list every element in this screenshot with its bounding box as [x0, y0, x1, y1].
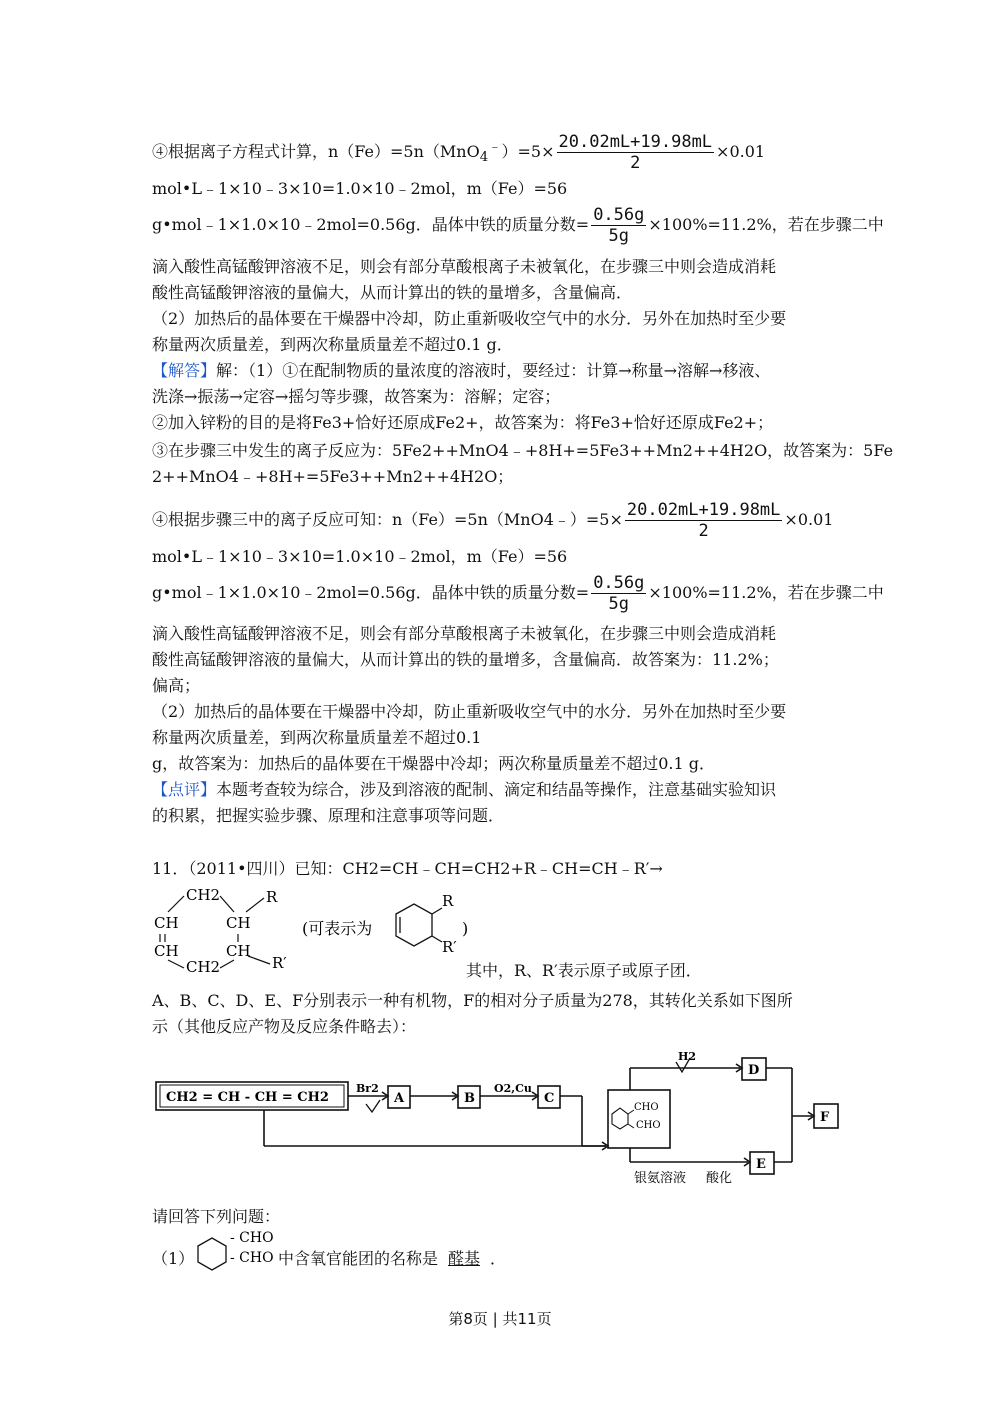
- superscript: ﹣: [488, 139, 502, 155]
- dialdehyde-box: [608, 1090, 670, 1148]
- answer-line8: [152, 573, 884, 614]
- para1-line1: [152, 132, 765, 173]
- cho-label-1: CHO: [634, 1102, 659, 1113]
- br2-label: Br2: [356, 1082, 379, 1095]
- page-footer: 第8页 | 共11页: [448, 1310, 552, 1328]
- para1-line6: （2）加热后的晶体要在干燥器中冷却，防止重新吸收空气中的水分．另外在加热时至少要: [152, 309, 787, 328]
- q11-desc-line1: A、B、C、D、E、F分别表示一种有机物，F的相对分子质量为278，其转化关系如下图所: [152, 991, 793, 1010]
- cyclohexene-structure-diagram: [148, 880, 478, 980]
- r-label: R: [266, 888, 278, 906]
- answer-line5: 2++MnO4﹣+8H+=5Fe3++Mn2++4H2O；: [152, 467, 514, 486]
- box-a-label: A: [394, 1091, 405, 1106]
- comment-tag: 【点评】: [152, 780, 217, 799]
- fraction-numerator: 0.56g: [593, 573, 645, 593]
- fraction: [625, 500, 783, 541]
- answer-line1: [152, 360, 770, 382]
- text: ×0.01: [784, 510, 834, 529]
- fraction-numerator: 20.02mL+19.98mL: [626, 500, 781, 520]
- fraction: [591, 205, 646, 246]
- comment-line1: [152, 779, 776, 801]
- text: ×0.01: [716, 142, 766, 161]
- answer-line10: 酸性高锰酸钾溶液的量偏大，从而计算出的铁的量增多，含量偏高．故答案为：11.2%；: [152, 650, 779, 669]
- fraction-denominator: 5g: [608, 226, 630, 246]
- h2-label: H2: [678, 1050, 697, 1063]
- box-f-label: F: [820, 1110, 830, 1125]
- ch2-top-label: CH2: [186, 886, 221, 904]
- fraction-numerator: 20.02mL+19.98mL: [558, 132, 713, 152]
- answer-blank: 醛基: [448, 1249, 481, 1268]
- benzene-ring-icon: [198, 1238, 226, 1270]
- box-d-label: D: [748, 1063, 760, 1078]
- ch2-bottom-label: CH2: [186, 958, 221, 976]
- answer-line14: g，故答案为：加热后的晶体要在干燥器中冷却；两次称量质量差不超过0.1 g．: [152, 754, 716, 773]
- para1-line4: 滴入酸性高锰酸钾溶液不足，则会有部分草酸根离子未被氧化，在步骤三中则会造成消耗: [152, 257, 777, 276]
- text: ）=5×: [501, 142, 555, 161]
- start-formula: CH2 = CH - CH = CH2: [166, 1090, 329, 1105]
- answer-line3: ②加入锌粉的目的是将Fe3+恰好还原成Fe2+，故答案为：将Fe3+恰好还原成Fe2+；: [152, 413, 774, 432]
- answer-line12: （2）加热后的晶体要在干燥器中冷却，防止重新吸收空气中的水分．另外在加热时至少要: [152, 702, 787, 721]
- subscript: 4: [479, 150, 489, 166]
- text: g•mol﹣1×1.0×10﹣2mol=0.56g．晶体中铁的质量分数=: [152, 215, 590, 234]
- answer-line13: 称量两次质量差，到两次称量质量差不超过0.1: [152, 728, 482, 747]
- cho-bottom: - CHO: [230, 1250, 274, 1266]
- text: ④根据步骤三中的离子反应可知：n（Fe）=5n（MnO4﹣）=5×: [152, 510, 623, 529]
- cho-label-2: CHO: [636, 1120, 661, 1131]
- ch-left-1: CH: [154, 914, 179, 932]
- text: g•mol﹣1×1.0×10﹣2mol=0.56g．晶体中铁的质量分数=: [152, 583, 590, 602]
- acidify-label: 酸化: [706, 1171, 733, 1186]
- can-be-written-as-label: (可表示为: [302, 919, 373, 938]
- comment-line2: 的积累，把握实验步骤、原理和注意事项等问题．: [152, 806, 505, 825]
- para1-line2: mol•L﹣1×10﹣3×10=1.0×10﹣2mol，m（Fe）=56: [152, 179, 568, 198]
- dialdehyde-structure: [192, 1226, 282, 1276]
- fraction-denominator: 5g: [608, 594, 630, 614]
- answer-line9: 滴入酸性高锰酸钾溶液不足，则会有部分草酸根离子未被氧化，在步骤三中则会造成消耗: [152, 624, 777, 643]
- answer-line2: 洗涤→振荡→定容→摇匀等步骤，故答案为：溶解；定容；: [152, 387, 561, 406]
- text: 本题考查较为综合，涉及到溶液的配制、滴定和结晶等操作，注意基础实验知识: [216, 780, 777, 799]
- ch-right-2: CH: [226, 942, 251, 960]
- reaction-flow-diagram: [150, 1048, 850, 1193]
- q11-heading: 11．（2011•四川）已知：CH2=CH﹣CH=CH2+R﹣CH=CH﹣R′→: [152, 859, 663, 878]
- box-e-label: E: [756, 1157, 766, 1172]
- r-prime-label: R′: [272, 954, 287, 972]
- fraction: [591, 573, 646, 614]
- answer-line11: 偏高；: [152, 676, 201, 695]
- text: ×100%=11.2%，若在步骤二中: [648, 215, 884, 234]
- answer-line6: [152, 500, 833, 541]
- para1-line3: [152, 205, 884, 246]
- benzene-ring-icon: [396, 904, 442, 946]
- box-b-label: B: [464, 1091, 475, 1106]
- q11-desc-line2: 示（其他反应产物及反应条件略去）：: [152, 1017, 417, 1036]
- text: ×100%=11.2%，若在步骤二中: [648, 583, 884, 602]
- answer-line4: ③在步骤三中发生的离子反应为：5Fe2++MnO4﹣+8H+=5Fe3++Mn2++4H2O，故答案为：5Fe: [152, 441, 894, 460]
- ch-right-1: CH: [226, 914, 251, 932]
- fraction-numerator: 0.56g: [593, 205, 645, 225]
- text: 解：（1）①在配制物质的量浓度的溶液时，要经过：计算→称量→溶解→移液、: [216, 361, 771, 380]
- para1-line7: 称量两次质量差，到两次称量质量差不超过0.1 g．: [152, 335, 513, 354]
- q11-part1-number: （1）: [152, 1249, 195, 1268]
- fraction: [557, 132, 715, 173]
- answer-tag: 【解答】: [152, 361, 217, 380]
- answer-line7: mol•L﹣1×10﹣3×10=1.0×10﹣2mol，m（Fe）=56: [152, 547, 568, 566]
- ring-r-label: R: [442, 892, 454, 910]
- ch-left-2: CH: [154, 942, 179, 960]
- fraction-denominator: 2: [630, 153, 641, 173]
- cho-top: - CHO: [230, 1230, 274, 1246]
- benzene-ring-icon: [612, 1108, 628, 1129]
- silver-ammonia-label: 银氨溶液: [634, 1171, 687, 1186]
- box-c-label: C: [544, 1091, 555, 1106]
- fraction-denominator: 2: [698, 521, 709, 541]
- q11-where-text: 其中，R、R′表示原子或原子团．: [466, 961, 702, 980]
- para1-line5: 酸性高锰酸钾溶液的量偏大，从而计算出的铁的量增多，含量偏高．: [152, 283, 633, 302]
- text: ④根据离子方程式计算，n（Fe）=5n（MnO: [152, 142, 480, 161]
- q11-ask: 请回答下列问题：: [152, 1207, 281, 1226]
- q11-part1-text: [278, 1248, 506, 1270]
- text: 中含氧官能团的名称是: [278, 1249, 439, 1268]
- close-paren: ): [462, 919, 469, 938]
- ring-r-prime-label: R′: [442, 938, 457, 956]
- text: ．: [490, 1249, 507, 1268]
- o2-cu-label: O2,Cu: [494, 1082, 532, 1095]
